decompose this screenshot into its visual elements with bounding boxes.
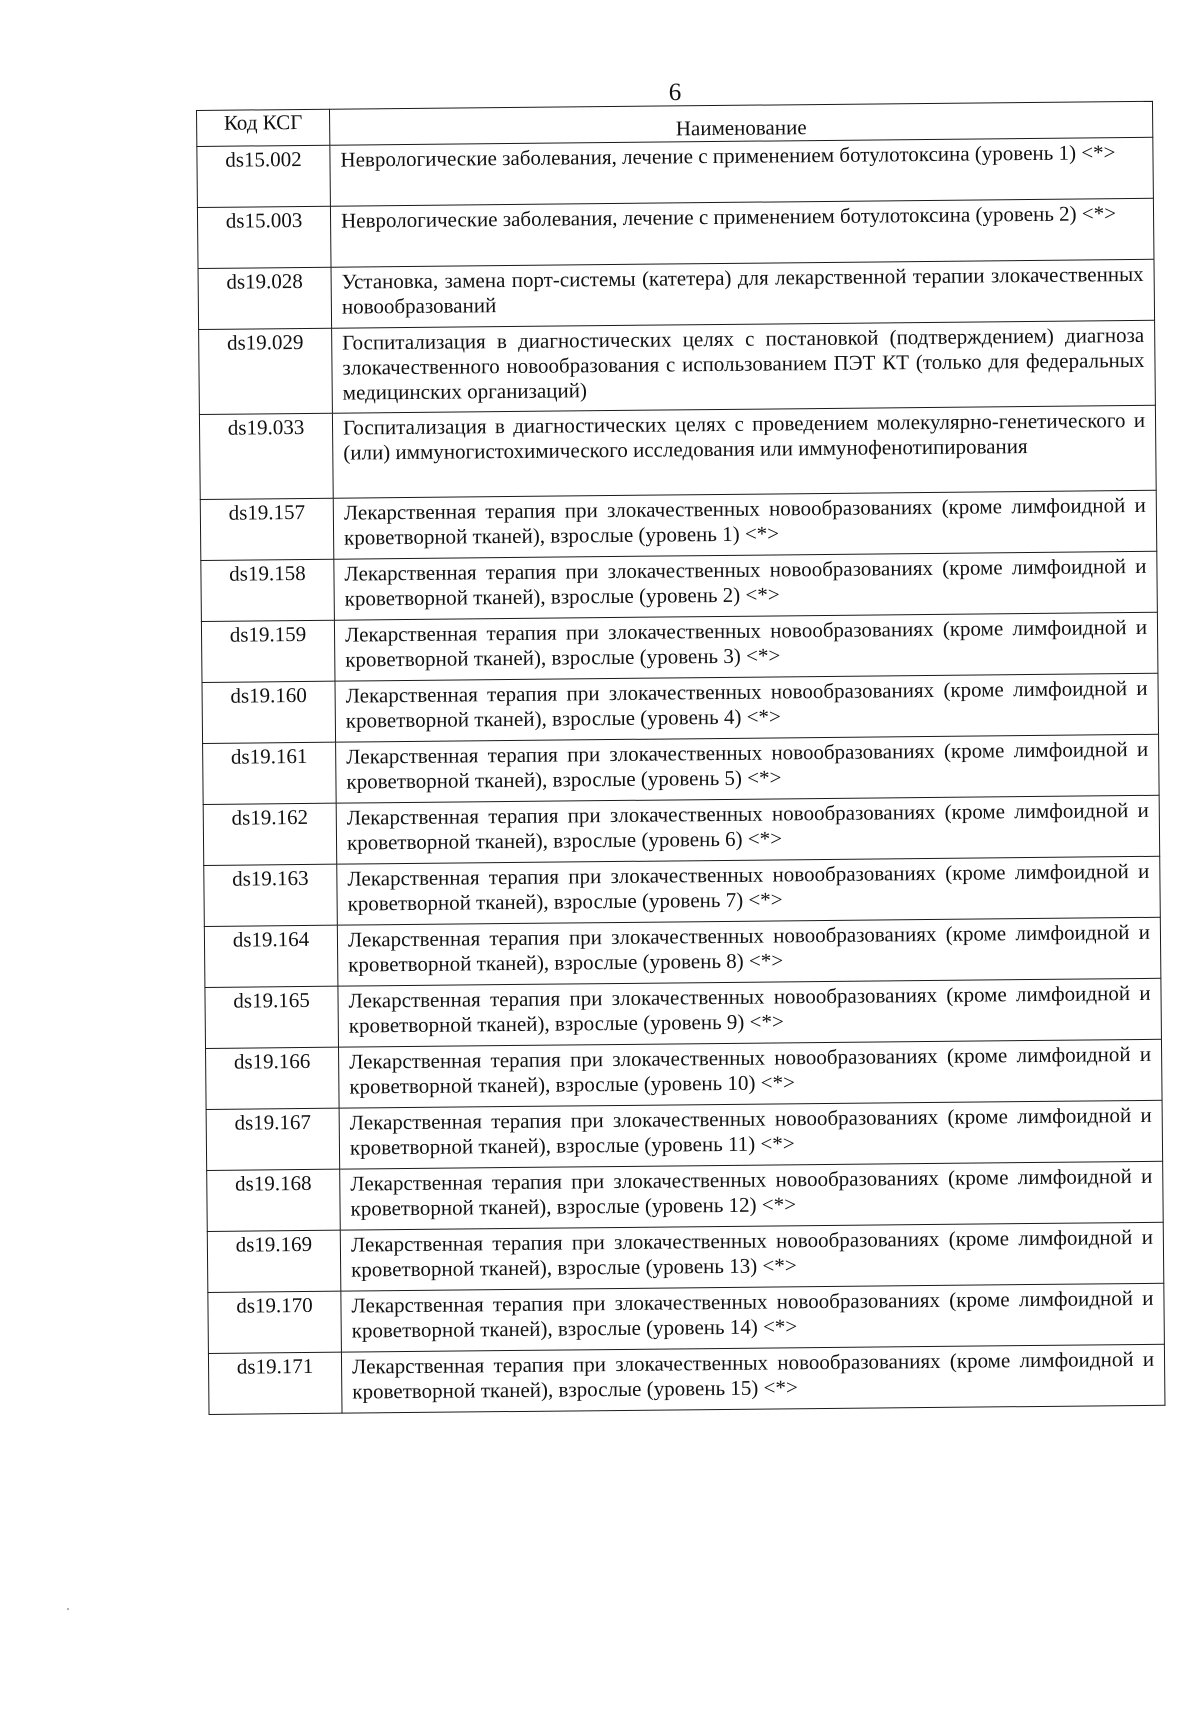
ksg-name-cell: Лекарственная терапия при злокачественных новообразованиях (кроме лимфоидной и кроветворной тканей), взрослые (уровень 15) <*> — [341, 1344, 1165, 1413]
ksg-code-cell: ds19.161 — [203, 742, 337, 804]
table-row — [201, 551, 1158, 621]
ksg-code-cell: ds19.028 — [198, 267, 332, 329]
ksg-name-cell: Лекарственная терапия при злокачественных новообразованиях (кроме лимфоидной и кроветворной тканей), взрослые (уровень 2) <*> — [334, 551, 1158, 620]
ksg-name-cell: Лекарственная терапия при злокачественных новообразованиях (кроме лимфоидной и кроветворной тканей), взрослые (уровень 11) <*> — [339, 1100, 1163, 1169]
ksg-name-cell: Лекарственная терапия при злокачественных новообразованиях (кроме лимфоидной и кроветворной тканей), взрослые (уровень 6) <*> — [336, 795, 1160, 864]
ksg-name-cell: Лекарственная терапия при злокачественных новообразованиях (кроме лимфоидной и кроветворной тканей), взрослые (уровень 8) <*> — [337, 917, 1161, 986]
table-row — [199, 320, 1156, 414]
page-number: 6 — [668, 79, 682, 106]
ksg-code-cell: ds19.170 — [208, 1291, 342, 1353]
name-column-header: Наименование — [329, 101, 1152, 145]
table-row — [201, 612, 1158, 682]
table-row — [204, 917, 1161, 987]
table-row — [208, 1344, 1165, 1414]
ksg-code-cell: ds19.162 — [203, 803, 337, 865]
table-row — [203, 795, 1160, 865]
ksg-name-cell: Неврологические заболевания, лечение с применением ботулотоксина (уровень 1) <*> — [330, 137, 1154, 206]
ksg-code-cell: ds15.002 — [197, 145, 331, 207]
table-row — [199, 405, 1156, 499]
ksg-code-cell: ds19.167 — [206, 1108, 340, 1170]
ksg-code-cell: ds15.003 — [197, 206, 331, 268]
ksg-code-cell: ds19.169 — [207, 1230, 341, 1292]
ksg-name-cell: Госпитализация в диагностических целях с проведением молекулярно-генетического и (или) иммуногистохимического исследования или иммунофенотипирования — [332, 405, 1156, 498]
scan-speck — [67, 1608, 69, 1610]
table-row — [207, 1222, 1164, 1292]
ksg-name-cell: Лекарственная терапия при злокачественных новообразованиях (кроме лимфоидной и кроветворной тканей), взрослые (уровень 5) <*> — [336, 734, 1160, 803]
ksg-name-cell: Госпитализация в диагностических целях с постановкой (подтверждением) диагноза злокачественного новообразования с использованием ПЭТ КТ (только для федеральных медицинских организаций) — [332, 320, 1156, 413]
ksg-code-cell: ds19.160 — [202, 681, 336, 743]
ksg-name-cell: Лекарственная терапия при злокачественных новообразованиях (кроме лимфоидной и кроветворной тканей), взрослые (уровень 9) <*> — [338, 978, 1162, 1047]
table-row — [208, 1283, 1165, 1353]
table-body — [197, 137, 1165, 1414]
ksg-code-cell: ds19.029 — [199, 328, 333, 414]
ksg-code-cell: ds19.166 — [206, 1047, 340, 1109]
ksg-code-cell: ds19.033 — [199, 413, 333, 499]
ksg-name-cell: Лекарственная терапия при злокачественных новообразованиях (кроме лимфоидной и кроветворной тканей), взрослые (уровень 3) <*> — [334, 612, 1158, 681]
ksg-code-cell: ds19.171 — [208, 1352, 342, 1414]
ksg-code-cell: ds19.157 — [200, 498, 334, 560]
ksg-name-cell: Лекарственная терапия при злокачественных новообразованиях (кроме лимфоидной и кроветворной тканей), взрослые (уровень 13) <*> — [340, 1222, 1164, 1291]
ksg-name-cell: Лекарственная терапия при злокачественных новообразованиях (кроме лимфоидной и кроветворной тканей), взрослые (уровень 10) <*> — [339, 1039, 1163, 1108]
ksg-table — [196, 101, 1165, 1415]
ksg-name-cell: Установка, замена порт-системы (катетера) для лекарственной терапии злокачественных новообразований — [331, 259, 1155, 328]
ksg-code-cell: ds19.168 — [207, 1169, 341, 1231]
table-row — [205, 978, 1162, 1048]
ksg-code-cell: ds19.159 — [201, 620, 335, 682]
table-row — [204, 856, 1161, 926]
table-row — [200, 490, 1157, 560]
ksg-code-cell: ds19.165 — [205, 986, 339, 1048]
table-row — [197, 198, 1154, 268]
ksg-code-cell: ds19.163 — [204, 864, 338, 926]
ksg-name-cell: Лекарственная терапия при злокачественных новообразованиях (кроме лимфоидной и кроветворной тканей), взрослые (уровень 4) <*> — [335, 673, 1159, 742]
table-row — [203, 734, 1160, 804]
ksg-name-cell: Лекарственная терапия при злокачественных новообразованиях (кроме лимфоидной и кроветворной тканей), взрослые (уровень 14) <*> — [341, 1283, 1165, 1352]
ksg-code-cell: ds19.164 — [204, 925, 338, 987]
table-row — [197, 137, 1154, 207]
code-column-header: Код КСГ — [197, 109, 330, 146]
table-row — [207, 1161, 1164, 1231]
table-row — [202, 673, 1159, 743]
ksg-name-cell: Лекарственная терапия при злокачественных новообразованиях (кроме лимфоидной и кроветворной тканей), взрослые (уровень 1) <*> — [333, 490, 1157, 559]
table-row — [206, 1100, 1163, 1170]
ksg-code-cell: ds19.158 — [201, 559, 335, 621]
ksg-name-cell: Лекарственная терапия при злокачественных новообразованиях (кроме лимфоидной и кроветворной тканей), взрослые (уровень 7) <*> — [337, 856, 1161, 925]
table-row — [206, 1039, 1163, 1109]
ksg-name-cell: Неврологические заболевания, лечение с применением ботулотоксина (уровень 2) <*> — [330, 198, 1154, 267]
ksg-name-cell: Лекарственная терапия при злокачественных новообразованиях (кроме лимфоидной и кроветворной тканей), взрослые (уровень 12) <*> — [340, 1161, 1164, 1230]
table-row — [198, 259, 1155, 329]
